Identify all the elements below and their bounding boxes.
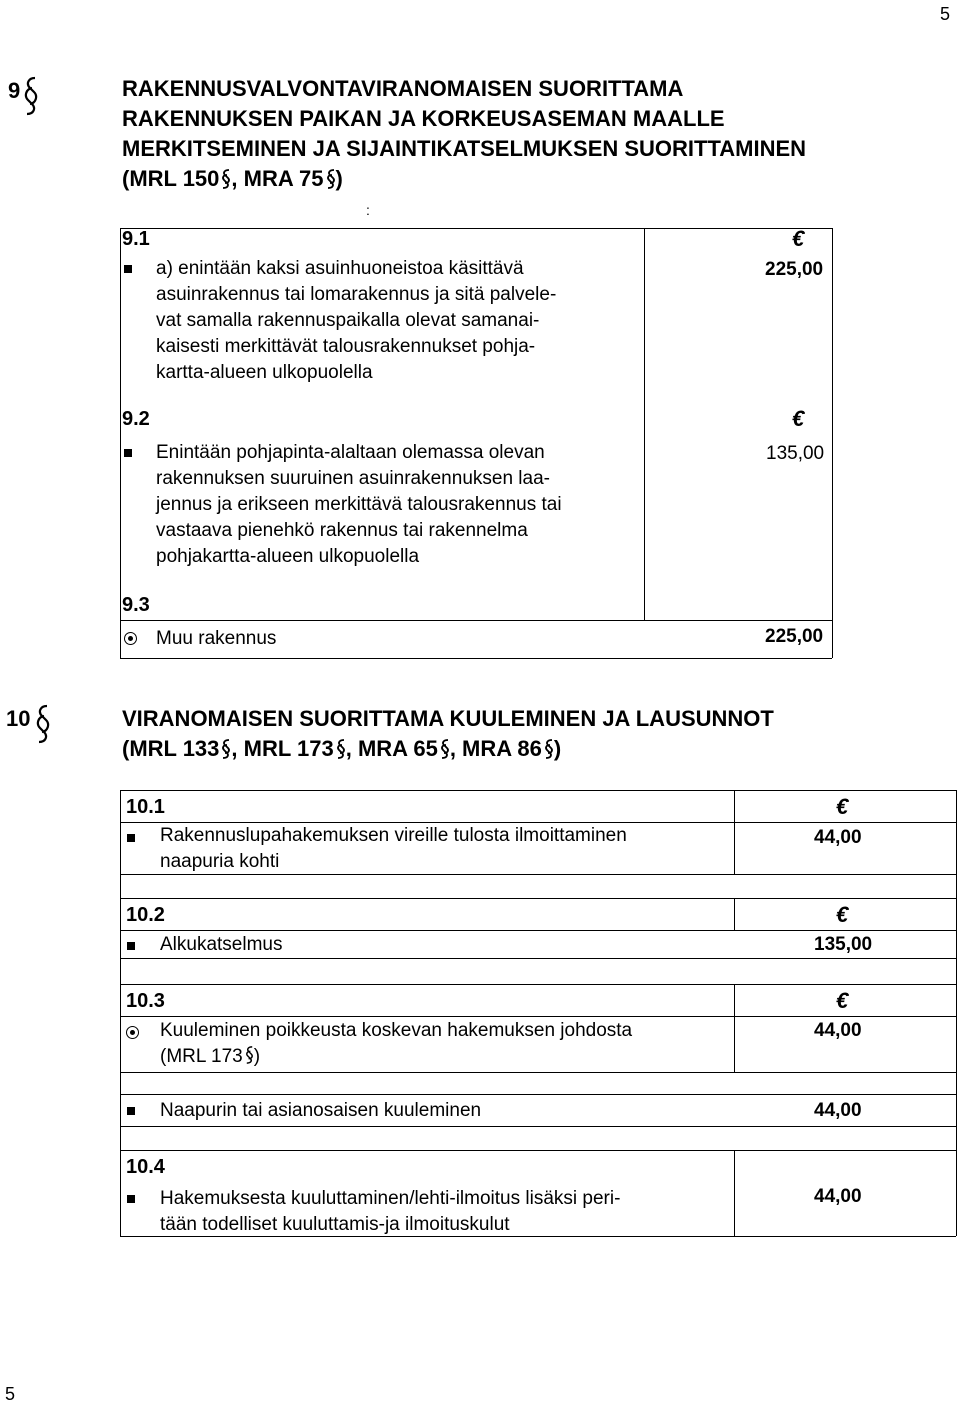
- item-10-4-number: 10.4: [126, 1156, 165, 1178]
- section-9-title-line-2: RAKENNUKSEN PAIKAN JA KORKEUSASEMAN MAALLE: [122, 106, 725, 131]
- item-10-3-extra-price: 44,00: [814, 1100, 862, 1121]
- text-line: vastaava pienehkö rakennus tai rakennelma: [156, 520, 528, 541]
- item-10-2-number: 10.2: [126, 904, 165, 926]
- text-line: Enintään pohjapinta-alaltaan olemassa olevan: [156, 442, 545, 463]
- text-line: jennus ja erikseen merkittävä talousrakennus tai: [156, 494, 562, 515]
- ref-close-paren: ): [553, 736, 562, 761]
- item-10-3-description: [160, 1018, 632, 1070]
- text-line: naapuria kohti: [160, 851, 280, 872]
- ref-mra-86: , MRA 86: [449, 736, 542, 761]
- item-10-2-description: Alkukatselmus: [160, 934, 283, 955]
- text-line: Kuuleminen poikkeusta koskevan hakemuksen johdosta: [160, 1020, 633, 1041]
- ref-close-paren: ): [335, 166, 343, 191]
- section-sign-icon: [24, 76, 38, 116]
- item-10-1-number: 10.1: [126, 796, 165, 818]
- item-10-2-price: 135,00: [814, 934, 873, 955]
- section-10-number: 10: [6, 706, 31, 731]
- item-9-2-number: 9.2: [122, 408, 150, 430]
- section-9-title: [122, 74, 806, 194]
- item-9-3-description: Muu rakennus: [156, 628, 277, 649]
- euro-icon: €: [836, 988, 849, 1013]
- ref-mra-75: , MRA 75: [231, 166, 324, 191]
- euro-icon: €: [792, 406, 805, 431]
- bullet-square-icon: [127, 834, 135, 842]
- section-10-title: [122, 704, 774, 764]
- section-sign-icon: [440, 737, 450, 755]
- item-9-1-number: 9.1: [122, 228, 150, 250]
- item-10-1-description: [160, 823, 627, 875]
- text-line: asuinrakennus tai lomarakennus ja sitä palvele-: [156, 284, 557, 305]
- section-sign-icon: [36, 704, 50, 744]
- item-9-2-price: 135,00: [766, 443, 825, 464]
- section-9-colon: :: [366, 202, 370, 218]
- euro-icon: €: [836, 902, 849, 927]
- ref-close-paren: ): [253, 1046, 261, 1067]
- bullet-square-icon: [124, 265, 132, 273]
- section-sign-icon: [221, 167, 231, 185]
- item-9-3-price: 225,00: [765, 626, 824, 647]
- page-number-bottom: 5: [5, 1384, 16, 1404]
- section-sign-icon: [336, 737, 346, 755]
- text-line: [160, 1044, 632, 1070]
- item-9-1-price: 225,00: [765, 259, 824, 280]
- item-10-4-price: 44,00: [814, 1186, 862, 1207]
- text-line: a) enintään kaksi asuinhuoneistoa käsittävä: [156, 258, 524, 279]
- text-line: kartta-alueen ulkopuolella: [156, 362, 373, 383]
- item-10-1-price: 44,00: [814, 827, 862, 848]
- item-9-1-description: [156, 256, 556, 386]
- item-10-4-description: [160, 1186, 620, 1238]
- text-line: vat samalla rakennuspaikalla olevat samanai-: [156, 310, 540, 331]
- bullet-circle-icon: [124, 632, 137, 645]
- section-9-number: 9: [8, 78, 21, 103]
- item-10-3-extra-description: Naapurin tai asianosaisen kuuleminen: [160, 1100, 482, 1121]
- bullet-square-icon: [127, 1195, 135, 1203]
- section-sign-icon: [245, 1046, 254, 1062]
- text-line: kaisesti merkittävät talousrakennukset pohja-: [156, 336, 536, 357]
- ref-mrl-133: (MRL 133: [122, 736, 220, 761]
- bullet-square-icon: [127, 1107, 135, 1115]
- ref-mra-65: , MRA 65: [345, 736, 438, 761]
- section-sign-icon: [326, 167, 336, 185]
- euro-icon: €: [836, 794, 849, 819]
- item-9-2-description: [156, 440, 562, 570]
- section-10-title-line-1: VIRANOMAISEN SUORITTAMA KUULEMINEN JA LAUSUNNOT: [122, 706, 774, 731]
- ref-mrl-173: , MRL 173: [231, 736, 334, 761]
- section-9-title-line-1: RAKENNUSVALVONTAVIRANOMAISEN SUORITTAMA: [122, 76, 684, 101]
- section-9-title-line-3: MERKITSEMINEN JA SIJAINTIKATSELMUKSEN SUORITTAMINEN: [122, 136, 807, 161]
- text-line: pohjakartta-alueen ulkopuolella: [156, 546, 420, 567]
- text-line: rakennuksen suuruinen asuinrakennuksen laa-: [156, 468, 550, 489]
- section-sign-icon: [544, 737, 554, 755]
- text-line: Hakemuksesta kuuluttaminen/lehti-ilmoitus lisäksi peri-: [160, 1188, 621, 1209]
- item-9-3-number: 9.3: [122, 594, 150, 616]
- item-10-3-price: 44,00: [814, 1020, 862, 1041]
- section-9-title-refs: [122, 164, 806, 194]
- bullet-square-icon: [127, 942, 135, 950]
- page-number-top: 5: [940, 4, 951, 24]
- section-10-title-refs: [122, 734, 774, 764]
- ref-mrl-173: (MRL 173: [160, 1046, 243, 1067]
- ref-mrl-150: (MRL 150: [122, 166, 220, 191]
- section-sign-icon: [221, 737, 231, 755]
- euro-icon: €: [792, 226, 805, 251]
- bullet-circle-icon: [126, 1026, 139, 1039]
- text-line: tään todelliset kuuluttamis-ja ilmoituskulut: [160, 1214, 510, 1235]
- item-10-3-number: 10.3: [126, 990, 165, 1012]
- text-line: Rakennuslupahakemuksen vireille tulosta ilmoittaminen: [160, 825, 627, 846]
- bullet-square-icon: [124, 449, 132, 457]
